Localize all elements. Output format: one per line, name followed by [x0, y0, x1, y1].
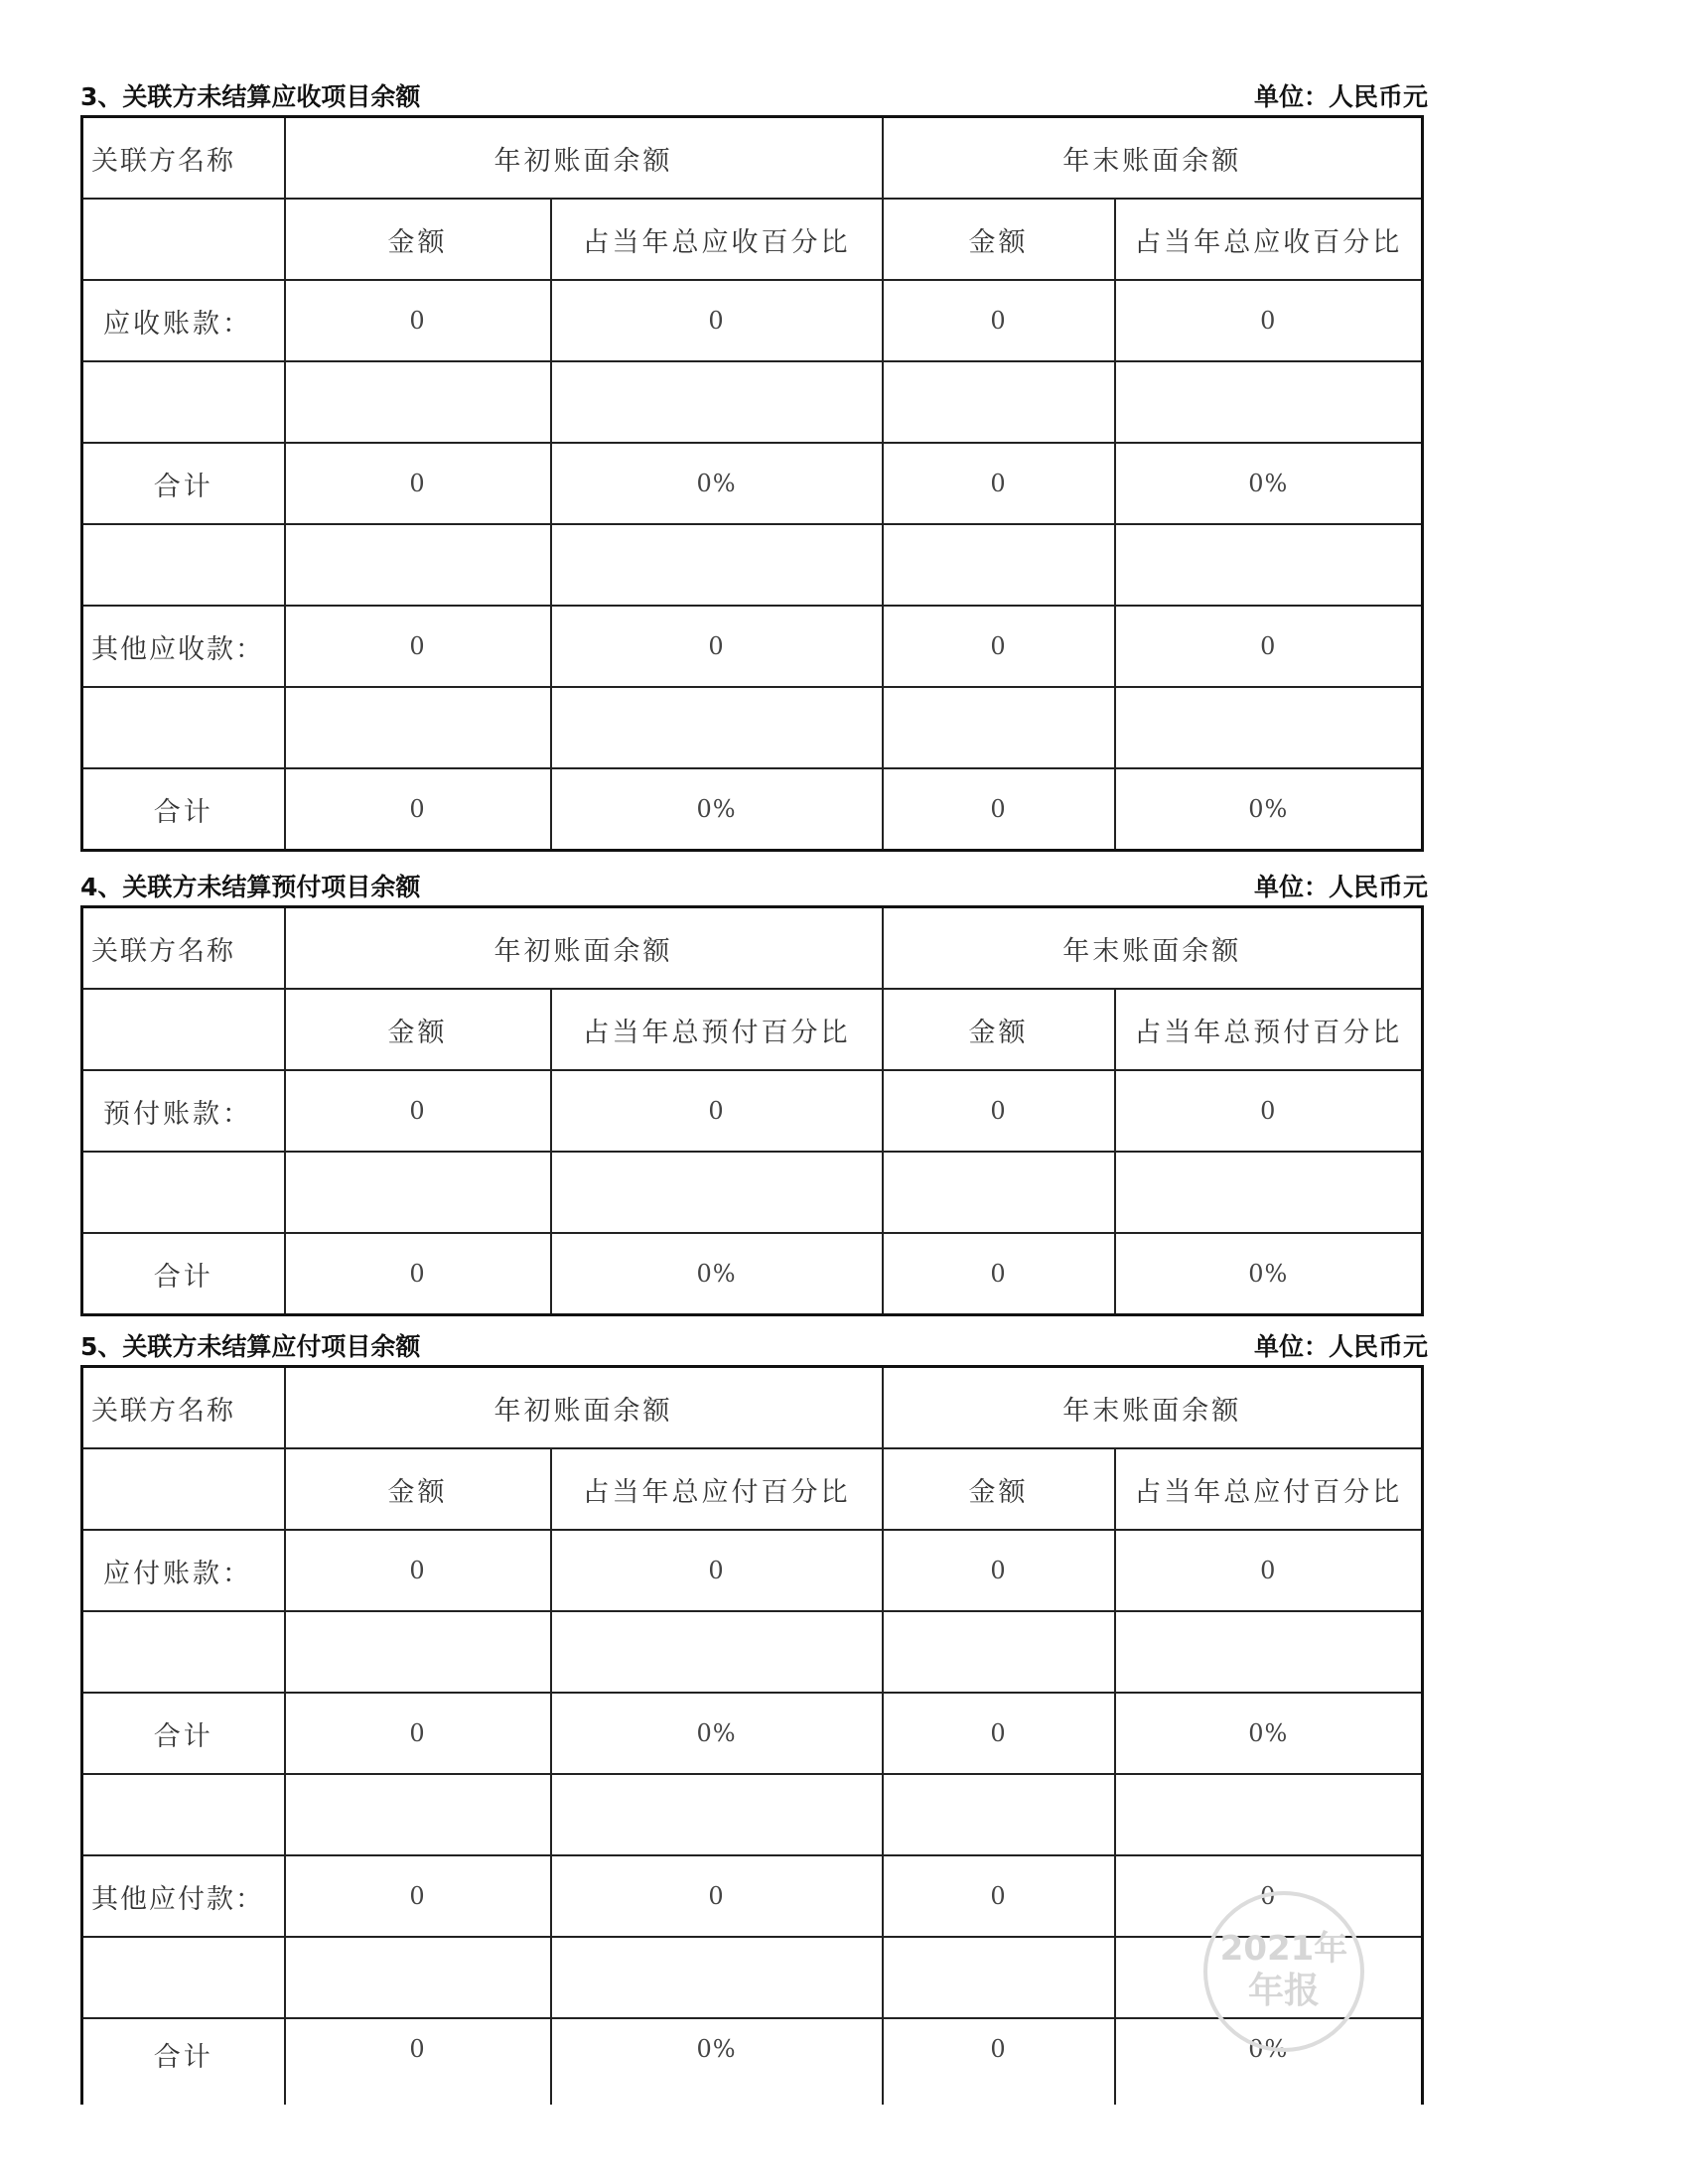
header-beginning-balance: 年初账面余额 — [285, 907, 883, 990]
cell-end-percent: 0% — [1115, 1233, 1423, 1315]
table-row — [82, 1693, 1423, 1774]
cell-end-percent: 0% — [1115, 768, 1423, 851]
header-beginning-balance: 年初账面余额 — [285, 1367, 883, 1449]
table-row — [82, 443, 1423, 524]
cell-end-percent — [1115, 524, 1423, 606]
section-title: 4、关联方未结算预付项目余额 — [80, 873, 421, 901]
row-label: 其他应收款： — [82, 606, 285, 687]
header-related-party-name: 关联方名称 — [82, 1367, 285, 1449]
cell-end-amount — [883, 524, 1115, 606]
section-title: 5、关联方未结算应付项目余额 — [80, 1332, 421, 1361]
subheader-empty — [82, 199, 285, 280]
section-title: 3、关联方未结算应收项目余额 — [80, 82, 421, 111]
cell-begin-amount: 0 — [285, 443, 551, 524]
header-ending-balance: 年末账面余额 — [883, 117, 1423, 200]
annual-report-stamp — [1203, 1891, 1364, 2052]
subheader-percentage: 占当年总应收百分比 — [551, 199, 883, 280]
cell-begin-amount — [285, 1611, 551, 1693]
cell-begin-amount — [285, 524, 551, 606]
header-related-party-name: 关联方名称 — [82, 117, 285, 200]
table-row — [82, 1233, 1423, 1315]
table-row — [82, 524, 1423, 606]
subheader-row — [82, 1448, 1423, 1530]
subheader-empty — [82, 1448, 285, 1530]
row-label — [82, 361, 285, 443]
row-label — [82, 1774, 285, 1855]
table-row — [82, 687, 1423, 768]
subheader-amount: 金额 — [285, 199, 551, 280]
cell-begin-percent: 0 — [551, 1530, 883, 1611]
unit-label: 单位：人民币元 — [1253, 873, 1428, 901]
cell-begin-amount: 0 — [285, 1233, 551, 1315]
cell-end-percent — [1115, 1611, 1423, 1693]
cell-end-amount: 0 — [883, 1693, 1115, 1774]
cell-end-amount: 0 — [883, 768, 1115, 851]
cell-begin-percent: 0% — [551, 1233, 883, 1315]
cell-begin-amount: 0 — [285, 1530, 551, 1611]
cell-end-percent: 0 — [1115, 1530, 1423, 1611]
cell-begin-amount: 0 — [285, 606, 551, 687]
cell-begin-amount — [285, 361, 551, 443]
cell-begin-percent: 0% — [551, 2018, 883, 2105]
row-label: 预付账款： — [82, 1070, 285, 1152]
row-label — [82, 687, 285, 768]
subheader-empty — [82, 989, 285, 1070]
stamp-report-text: 年报 — [1247, 1971, 1320, 2011]
header-row — [82, 117, 1423, 200]
stamp-year-text: 2021年 — [1219, 1929, 1348, 1969]
cell-end-percent: 0% — [1115, 1693, 1423, 1774]
row-label: 合计 — [82, 2018, 285, 2105]
subheader-amount: 金额 — [883, 199, 1115, 280]
header-ending-balance: 年末账面余额 — [883, 907, 1423, 990]
table-row — [82, 1530, 1423, 1611]
row-label: 合计 — [82, 768, 285, 851]
cell-end-percent: 0 — [1115, 606, 1423, 687]
receivables-table — [80, 115, 1424, 852]
cell-end-amount: 0 — [883, 280, 1115, 361]
cell-end-amount: 0 — [883, 1855, 1115, 1937]
table-row — [82, 1774, 1423, 1855]
cell-end-amount: 0 — [883, 1233, 1115, 1315]
cell-begin-amount — [285, 1774, 551, 1855]
subheader-amount: 金额 — [883, 1448, 1115, 1530]
header-row — [82, 907, 1423, 990]
subheader-percentage: 占当年总应付百分比 — [1115, 1448, 1423, 1530]
subheader-amount: 金额 — [285, 1448, 551, 1530]
section-prepayments — [80, 870, 1428, 1316]
cell-begin-percent: 0 — [551, 280, 883, 361]
row-label — [82, 1611, 285, 1693]
cell-end-percent: 0% — [1115, 443, 1423, 524]
cell-end-percent: 0% — [1115, 2018, 1423, 2105]
section-header — [80, 79, 1428, 115]
row-label: 应付账款： — [82, 1530, 285, 1611]
cell-begin-percent — [551, 687, 883, 768]
cell-end-amount: 0 — [883, 606, 1115, 687]
cell-end-percent — [1115, 361, 1423, 443]
row-label: 应收账款： — [82, 280, 285, 361]
cell-begin-amount: 0 — [285, 280, 551, 361]
header-beginning-balance: 年初账面余额 — [285, 117, 883, 200]
row-label — [82, 1152, 285, 1233]
cell-end-percent — [1115, 1774, 1423, 1855]
cell-begin-percent — [551, 1937, 883, 2018]
section-header — [80, 870, 1428, 905]
subheader-row — [82, 989, 1423, 1070]
section-header — [80, 1329, 1428, 1365]
cell-end-amount: 0 — [883, 1530, 1115, 1611]
cell-end-amount — [883, 361, 1115, 443]
table-row — [82, 768, 1423, 851]
row-label — [82, 524, 285, 606]
cell-begin-percent — [551, 524, 883, 606]
cell-end-amount: 0 — [883, 1070, 1115, 1152]
cell-end-percent: 0 — [1115, 280, 1423, 361]
table-row — [82, 1070, 1423, 1152]
cell-begin-percent: 0% — [551, 443, 883, 524]
subheader-percentage: 占当年总预付百分比 — [551, 989, 883, 1070]
cell-begin-amount: 0 — [285, 768, 551, 851]
subheader-row — [82, 199, 1423, 280]
cell-end-percent: 0 — [1115, 1070, 1423, 1152]
row-label: 合计 — [82, 1693, 285, 1774]
subheader-amount: 金额 — [883, 989, 1115, 1070]
table-row — [82, 1611, 1423, 1693]
prepayments-table — [80, 905, 1424, 1316]
cell-begin-amount — [285, 1152, 551, 1233]
subheader-percentage: 占当年总应付百分比 — [551, 1448, 883, 1530]
table-row — [82, 1152, 1423, 1233]
row-label — [82, 1937, 285, 2018]
cell-begin-amount: 0 — [285, 1855, 551, 1937]
cell-begin-percent: 0 — [551, 606, 883, 687]
cell-end-amount — [883, 1611, 1115, 1693]
section-receivables — [80, 79, 1428, 852]
table-row — [82, 361, 1423, 443]
cell-begin-amount: 0 — [285, 1693, 551, 1774]
subheader-amount: 金额 — [285, 989, 551, 1070]
row-label: 合计 — [82, 1233, 285, 1315]
cell-begin-amount — [285, 687, 551, 768]
cell-end-percent — [1115, 687, 1423, 768]
unit-label: 单位：人民币元 — [1253, 82, 1428, 111]
table-row — [82, 2018, 1423, 2105]
cell-begin-amount: 0 — [285, 1070, 551, 1152]
header-ending-balance: 年末账面余额 — [883, 1367, 1423, 1449]
cell-begin-percent — [551, 361, 883, 443]
cell-begin-percent: 0 — [551, 1855, 883, 1937]
unit-label: 单位：人民币元 — [1253, 1332, 1428, 1361]
cell-begin-percent: 0 — [551, 1070, 883, 1152]
cell-end-amount: 0 — [883, 443, 1115, 524]
cell-end-percent — [1115, 1152, 1423, 1233]
subheader-percentage: 占当年总应收百分比 — [1115, 199, 1423, 280]
cell-begin-percent — [551, 1611, 883, 1693]
cell-begin-percent: 0% — [551, 1693, 883, 1774]
cell-begin-amount — [285, 1937, 551, 2018]
cell-end-amount — [883, 1774, 1115, 1855]
header-related-party-name: 关联方名称 — [82, 907, 285, 990]
cell-begin-amount: 0 — [285, 2018, 551, 2105]
row-label: 合计 — [82, 443, 285, 524]
subheader-percentage: 占当年总预付百分比 — [1115, 989, 1423, 1070]
table-row — [82, 606, 1423, 687]
cell-end-amount — [883, 687, 1115, 768]
row-label: 其他应付款： — [82, 1855, 285, 1937]
cell-end-amount — [883, 1937, 1115, 2018]
cell-end-amount — [883, 1152, 1115, 1233]
table-row — [82, 280, 1423, 361]
header-row — [82, 1367, 1423, 1449]
cell-begin-percent — [551, 1774, 883, 1855]
cell-begin-percent — [551, 1152, 883, 1233]
cell-begin-percent: 0% — [551, 768, 883, 851]
cell-end-percent: 0 — [1115, 1855, 1423, 1937]
cell-end-amount: 0 — [883, 2018, 1115, 2105]
